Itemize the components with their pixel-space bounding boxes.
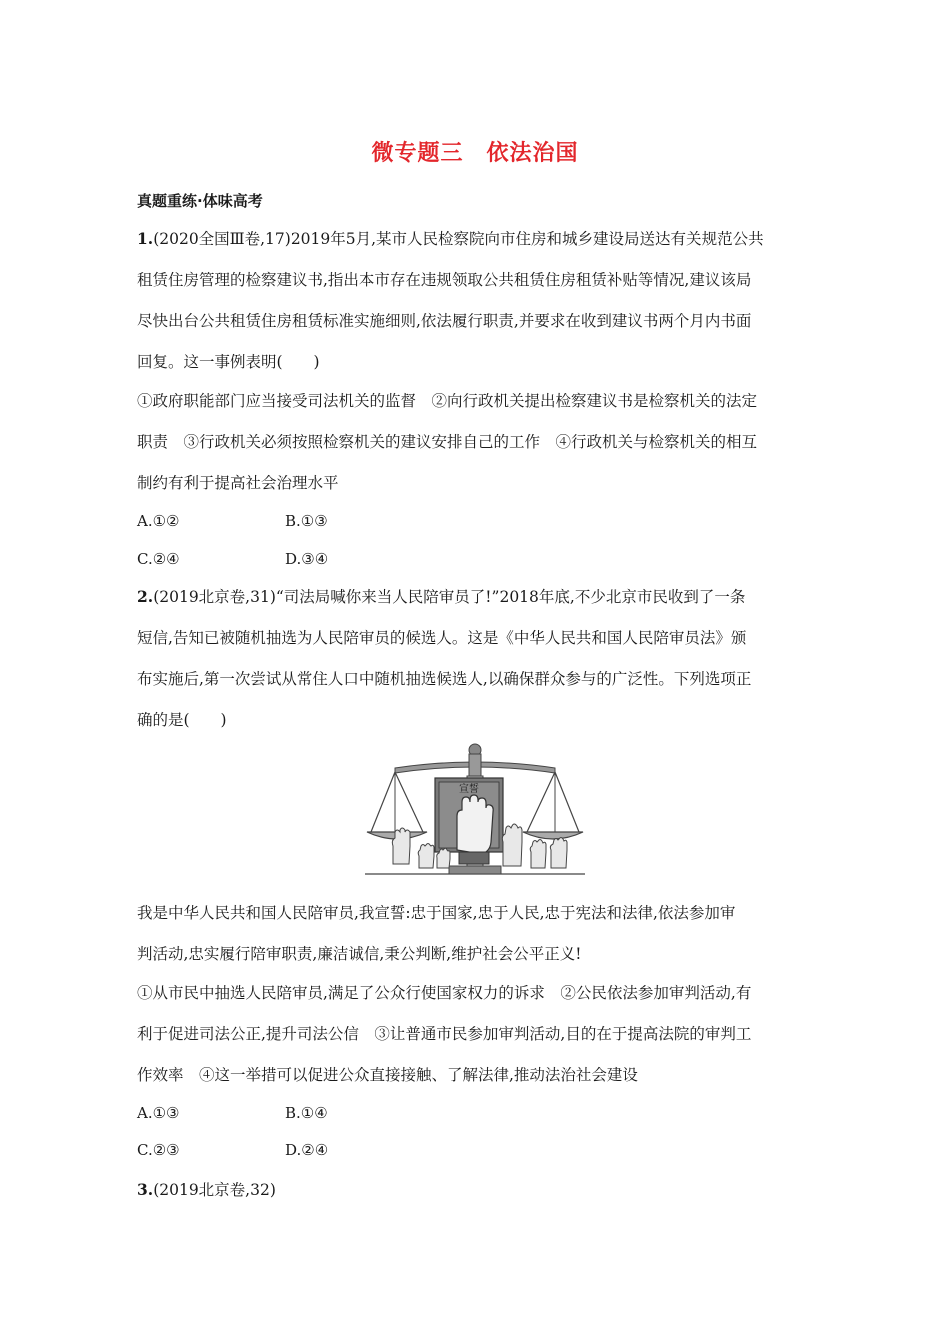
q2-oath-1: 我是中华人民共和国人民陪审员,我宣誓:忠于国家,忠于人民,忠于宪法和法律,依法参加审 <box>137 904 736 922</box>
q1-stem-4: 回复。这一事例表明( ) <box>137 353 320 371</box>
q2-option-d[interactable]: D.②④ <box>285 1141 329 1159</box>
q1-option-b[interactable]: B.①③ <box>285 512 328 530</box>
q2-statement-2: 利于促进司法公正,提升司法公信 ③让普通市民参加审判活动,目的在于提高法院的审判工 <box>137 1025 752 1043</box>
q1-statement-2: 职责 ③行政机关必须按照检察机关的建议安排自己的工作 ④行政机关与检察机关的相互 <box>137 433 758 451</box>
q1-stem-2: 租赁住房管理的检察建议书,指出本市存在违规领取公共租赁住房租赁补贴等情况,建议该局 <box>137 271 752 289</box>
q1-line-1 <box>137 229 764 249</box>
q1-stem-1: (2020全国Ⅲ卷,17)2019年5月,某市人民检察院向市住房和城乡建设局送达有关规范公共 <box>153 230 764 248</box>
q2-oath-2: 判活动,忠实履行陪审职责,廉洁诚信,秉公判断,维护社会公平正义! <box>137 945 582 963</box>
q3-number: 3. <box>137 1180 154 1199</box>
q1-option-c[interactable]: C.②④ <box>137 550 180 568</box>
q1-statement-3: 制约有利于提高社会治理水平 <box>137 474 339 492</box>
q2-option-b[interactable]: B.①④ <box>285 1104 328 1122</box>
q2-stem-3: 布实施后,第一次尝试从常住人口中随机抽选候选人,以确保群众参与的广泛性。下列选项正 <box>137 670 752 688</box>
q1-stem-3: 尽快出台公共租赁住房租赁标准实施细则,依法履行职责,并要求在收到建议书两个月内书面 <box>137 312 752 330</box>
page-title: 微专题三 依法治国 <box>371 141 579 166</box>
q2-statement-3: 作效率 ④这一举措可以促进公众直接接触、了解法律,推动法治社会建设 <box>137 1066 638 1084</box>
q1-number: 1. <box>137 229 154 248</box>
q1-option-d[interactable]: D.③④ <box>285 550 329 568</box>
q1-statement-1: ①政府职能部门应当接受司法机关的监督 ②向行政机关提出检察建议书是检察机关的法定 <box>137 392 758 410</box>
q2-stem-1: (2019北京卷,31)“司法局喊你来当人民陪审员了!”2018年底,不少北京市民收到了一条 <box>153 588 746 606</box>
q2-line-1 <box>137 587 745 607</box>
q2-stem-4: 确的是( ) <box>137 711 227 729</box>
q3-line-1 <box>137 1180 276 1200</box>
section-heading: 真题重练·体味高考 <box>137 192 263 210</box>
q1-option-a[interactable]: A.①② <box>137 512 180 530</box>
q2-statement-1: ①从市民中抽选人民陪审员,满足了公众行使国家权力的诉求 ②公民依法参加审判活动,有 <box>137 984 752 1002</box>
q2-number: 2. <box>137 587 154 606</box>
scale-oath-illustration <box>365 742 585 878</box>
q2-option-a[interactable]: A.①③ <box>137 1104 180 1122</box>
q2-stem-2: 短信,告知已被随机抽选为人民陪审员的候选人。这是《中华人民共和国人民陪审员法》颁 <box>137 629 747 647</box>
q3-stem-1: (2019北京卷,32) <box>153 1181 276 1199</box>
q2-option-c[interactable]: C.②③ <box>137 1141 180 1159</box>
book-cover-text: 宣誓 <box>459 784 479 795</box>
